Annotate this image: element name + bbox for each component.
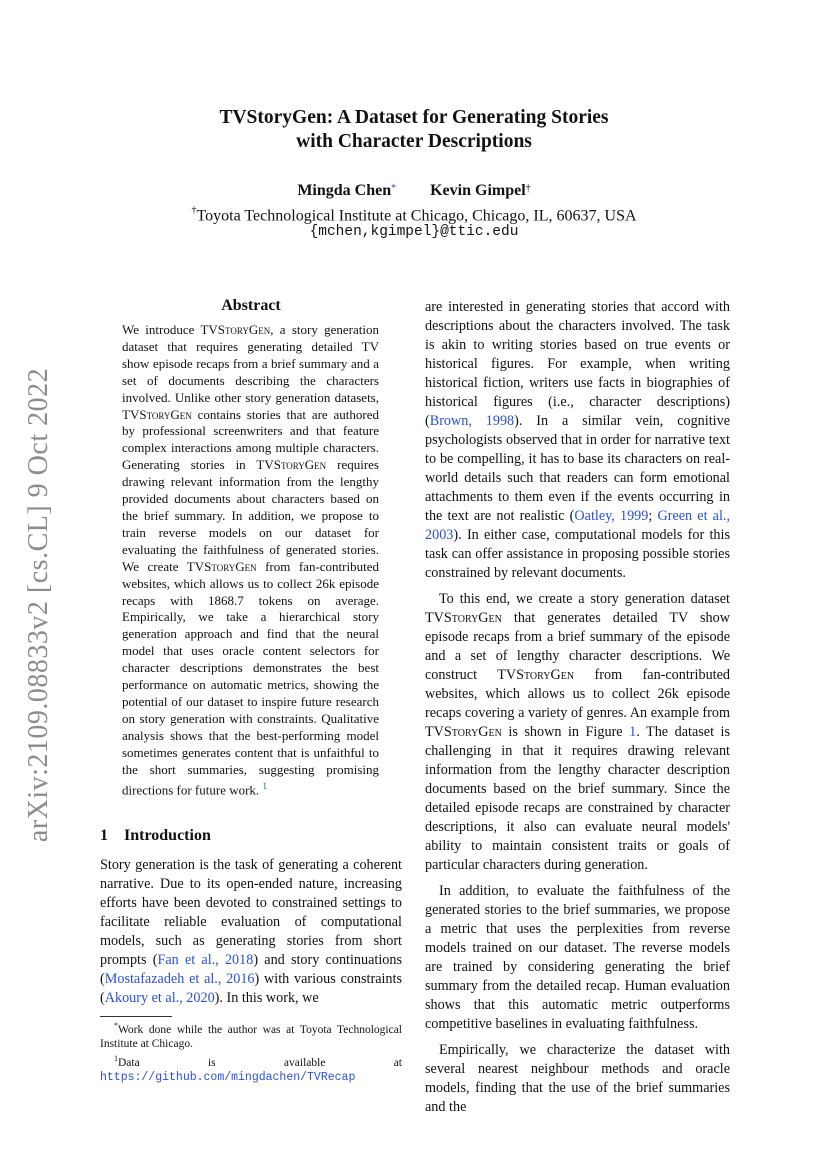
affiliation-text: Toyota Technological Institute at Chicago, Chicago, IL, 60637, USA: [196, 207, 637, 225]
author-2-affiliation-mark: †: [525, 183, 531, 194]
figure-reference-link[interactable]: 1: [629, 724, 637, 740]
citation-link[interactable]: Fan et al., 2018: [157, 952, 254, 968]
citation-link[interactable]: Green et al., 2003: [425, 508, 730, 543]
dataset-name: StoryGen: [139, 406, 192, 422]
abstract-body: [122, 322, 379, 800]
intro-right-column: [425, 298, 730, 1117]
section-title: Introduction: [124, 827, 211, 844]
footnotes: [100, 1019, 402, 1086]
abstract-text: from fan-contributed websites, which allows us to collect 26k episode recaps with 1868.7 tokens on average. Empirically, we take a hierarchical story generation approach and find that the neural model that uses oracle content selectors for character descriptions demonstrates the best performance on automatic metrics, showing the potential of our dataset to inspire future research on story generation with constraints. Qualitative analysis shows that the best-performing model sometimes generates content that is unfaithful to the short summaries, suggesting promising directions for future work.: [122, 558, 379, 798]
abstract-text: contains stories that are authored by professional screenwriters and that feature complex interactions among multiple characters. Generating stories in TV: [122, 406, 379, 473]
section-heading-introduction: [100, 826, 402, 846]
body-text: To this end, we create a story generation dataset TV: [425, 591, 730, 626]
arxiv-identifier: arXiv:2109.08833v2 [cs.CL] 9 Oct 2022: [23, 367, 54, 843]
citation-link[interactable]: Brown, 1998: [429, 413, 515, 429]
body-text: ) and story continuations (: [100, 952, 402, 987]
title-line-1: TVStoryGen: A Dataset for Generating Stories: [219, 107, 609, 128]
citation-link[interactable]: Mostafazadeh et al., 2016: [104, 971, 255, 987]
dataset-name: StoryGen: [516, 667, 575, 683]
title-line-2: with Character Descriptions: [296, 131, 532, 152]
body-text: ). In this work, we: [214, 990, 319, 1006]
footnote-1-link[interactable]: 1: [262, 781, 267, 792]
dataset-name: StoryGen: [204, 558, 257, 574]
abstract-text: We introduce TV: [122, 322, 218, 337]
author-emails: {mchen,kgimpel}@ttic.edu: [309, 224, 519, 240]
footnote-text: Work done while the author was at Toyota Technological Institute at Chicago.: [100, 1023, 402, 1051]
arxiv-stamp: [14, 365, 64, 845]
affiliation-mark: †: [191, 205, 197, 216]
abstract-text: requires drawing relevant information from the lengthy provided documents about characters based on the brief summary. In addition, we propose to train reverse models on our dataset for evaluating the faithfulness of generated stories. We create TV: [122, 457, 379, 574]
body-text: ;: [648, 508, 658, 524]
author-1-name: Mingda Chen: [297, 182, 392, 199]
intro-paragraph-2: [425, 590, 730, 875]
section-number: 1: [100, 827, 108, 844]
dataset-name: StoryGen: [273, 457, 327, 473]
body-text: . The dataset is challenging in that it requires drawing relevant information from the lengthy character description documents based on the brief summary. Since the detailed episode recaps are constrained by character descriptions, it also can evaluate neural models' ability to maintain consistent traits or goals of particular characters during generation.: [425, 724, 731, 873]
intro-paragraph-1: [100, 856, 402, 1008]
body-text: Story generation is the task of generating a coherent narrative. Due to its open-ended nature, increasing efforts have been devoted to constrained settings to facilitate reliable evaluation of computational models, such as generating stories from short prompts (: [100, 857, 402, 968]
intro-paragraph-continued: [425, 298, 730, 583]
intro-paragraph-3: In addition, to evaluate the faithfulness of the generated stories to the brief summaries, we propose a metric that uses the perplexities from reverse models trained on our dataset. The reverse models are trained by considering generating the brief summary from the detailed recap. Human evaluation shows that this automatic metric outperforms competitive baselines in evaluating faithfulness.: [425, 883, 730, 1032]
body-text: that generates detailed TV show episode recaps from a brief summary of the episode and a set of lengthy character descriptions. We construct TV: [425, 610, 730, 683]
dataset-name: StoryGen: [217, 322, 271, 337]
footnote-divider: [100, 1016, 172, 1017]
body-text: ). In a similar vein, cognitive psychologists observed that in order for narrative text to be compelling, it has to base its characters on real-world details such that readers can form emotional attachments to them even if the events occurring in the text are not realistic (: [425, 413, 730, 524]
author-list: [100, 181, 728, 201]
intro-paragraph-4: Empirically, we characterize the dataset with several nearest neighbour methods and oracle models, finding that the use of the brief summaries and the: [425, 1042, 730, 1115]
footnote-mark: 1: [114, 1053, 118, 1063]
body-text: is shown in Figure: [501, 724, 630, 740]
author-1-footnote-mark[interactable]: *: [391, 183, 397, 194]
citation-link[interactable]: Oatley, 1999: [574, 508, 649, 524]
author-2-name: Kevin Gimpel: [430, 182, 526, 199]
footnote-text: Data is available at: [118, 1056, 402, 1069]
body-text: are interested in generating stories that accord with descriptions about the characters involved. The task is akin to writing stories based on true events or historical figures. For example, when writing historical fiction, writers use facts in biographies of historical figures (i.e., character descriptions) (: [425, 299, 730, 429]
dataset-name: StoryGen: [443, 610, 502, 626]
body-text: from fan-contributed websites, which allows us to collect 26k episode recaps covering a variety of genres. An example from TV: [425, 667, 730, 740]
intro-left-column: [100, 856, 402, 1008]
footnote-mark: *: [114, 1021, 118, 1030]
footnote-1: [100, 1019, 402, 1052]
dataset-url-link[interactable]: https://github.com/mingdachen/TVRecap: [100, 1071, 356, 1085]
abstract-heading: Abstract: [221, 297, 281, 314]
abstract-text: , a story generation dataset that requires generating detailed TV show episode recaps from a brief summary and a set of documents describing the characters involved. Unlike other story generation datasets, TV: [122, 322, 380, 422]
body-text: ) with various constraints (: [100, 971, 402, 1006]
dataset-name: StoryGen: [443, 724, 502, 740]
paper-title: [100, 106, 728, 154]
body-text: ). In either case, computational models for this task can offer assistance in proposing possible stories constrained by relevant documents.: [425, 527, 730, 581]
footnote-2: [100, 1052, 402, 1086]
citation-link[interactable]: Akoury et al., 2020: [104, 990, 215, 1006]
